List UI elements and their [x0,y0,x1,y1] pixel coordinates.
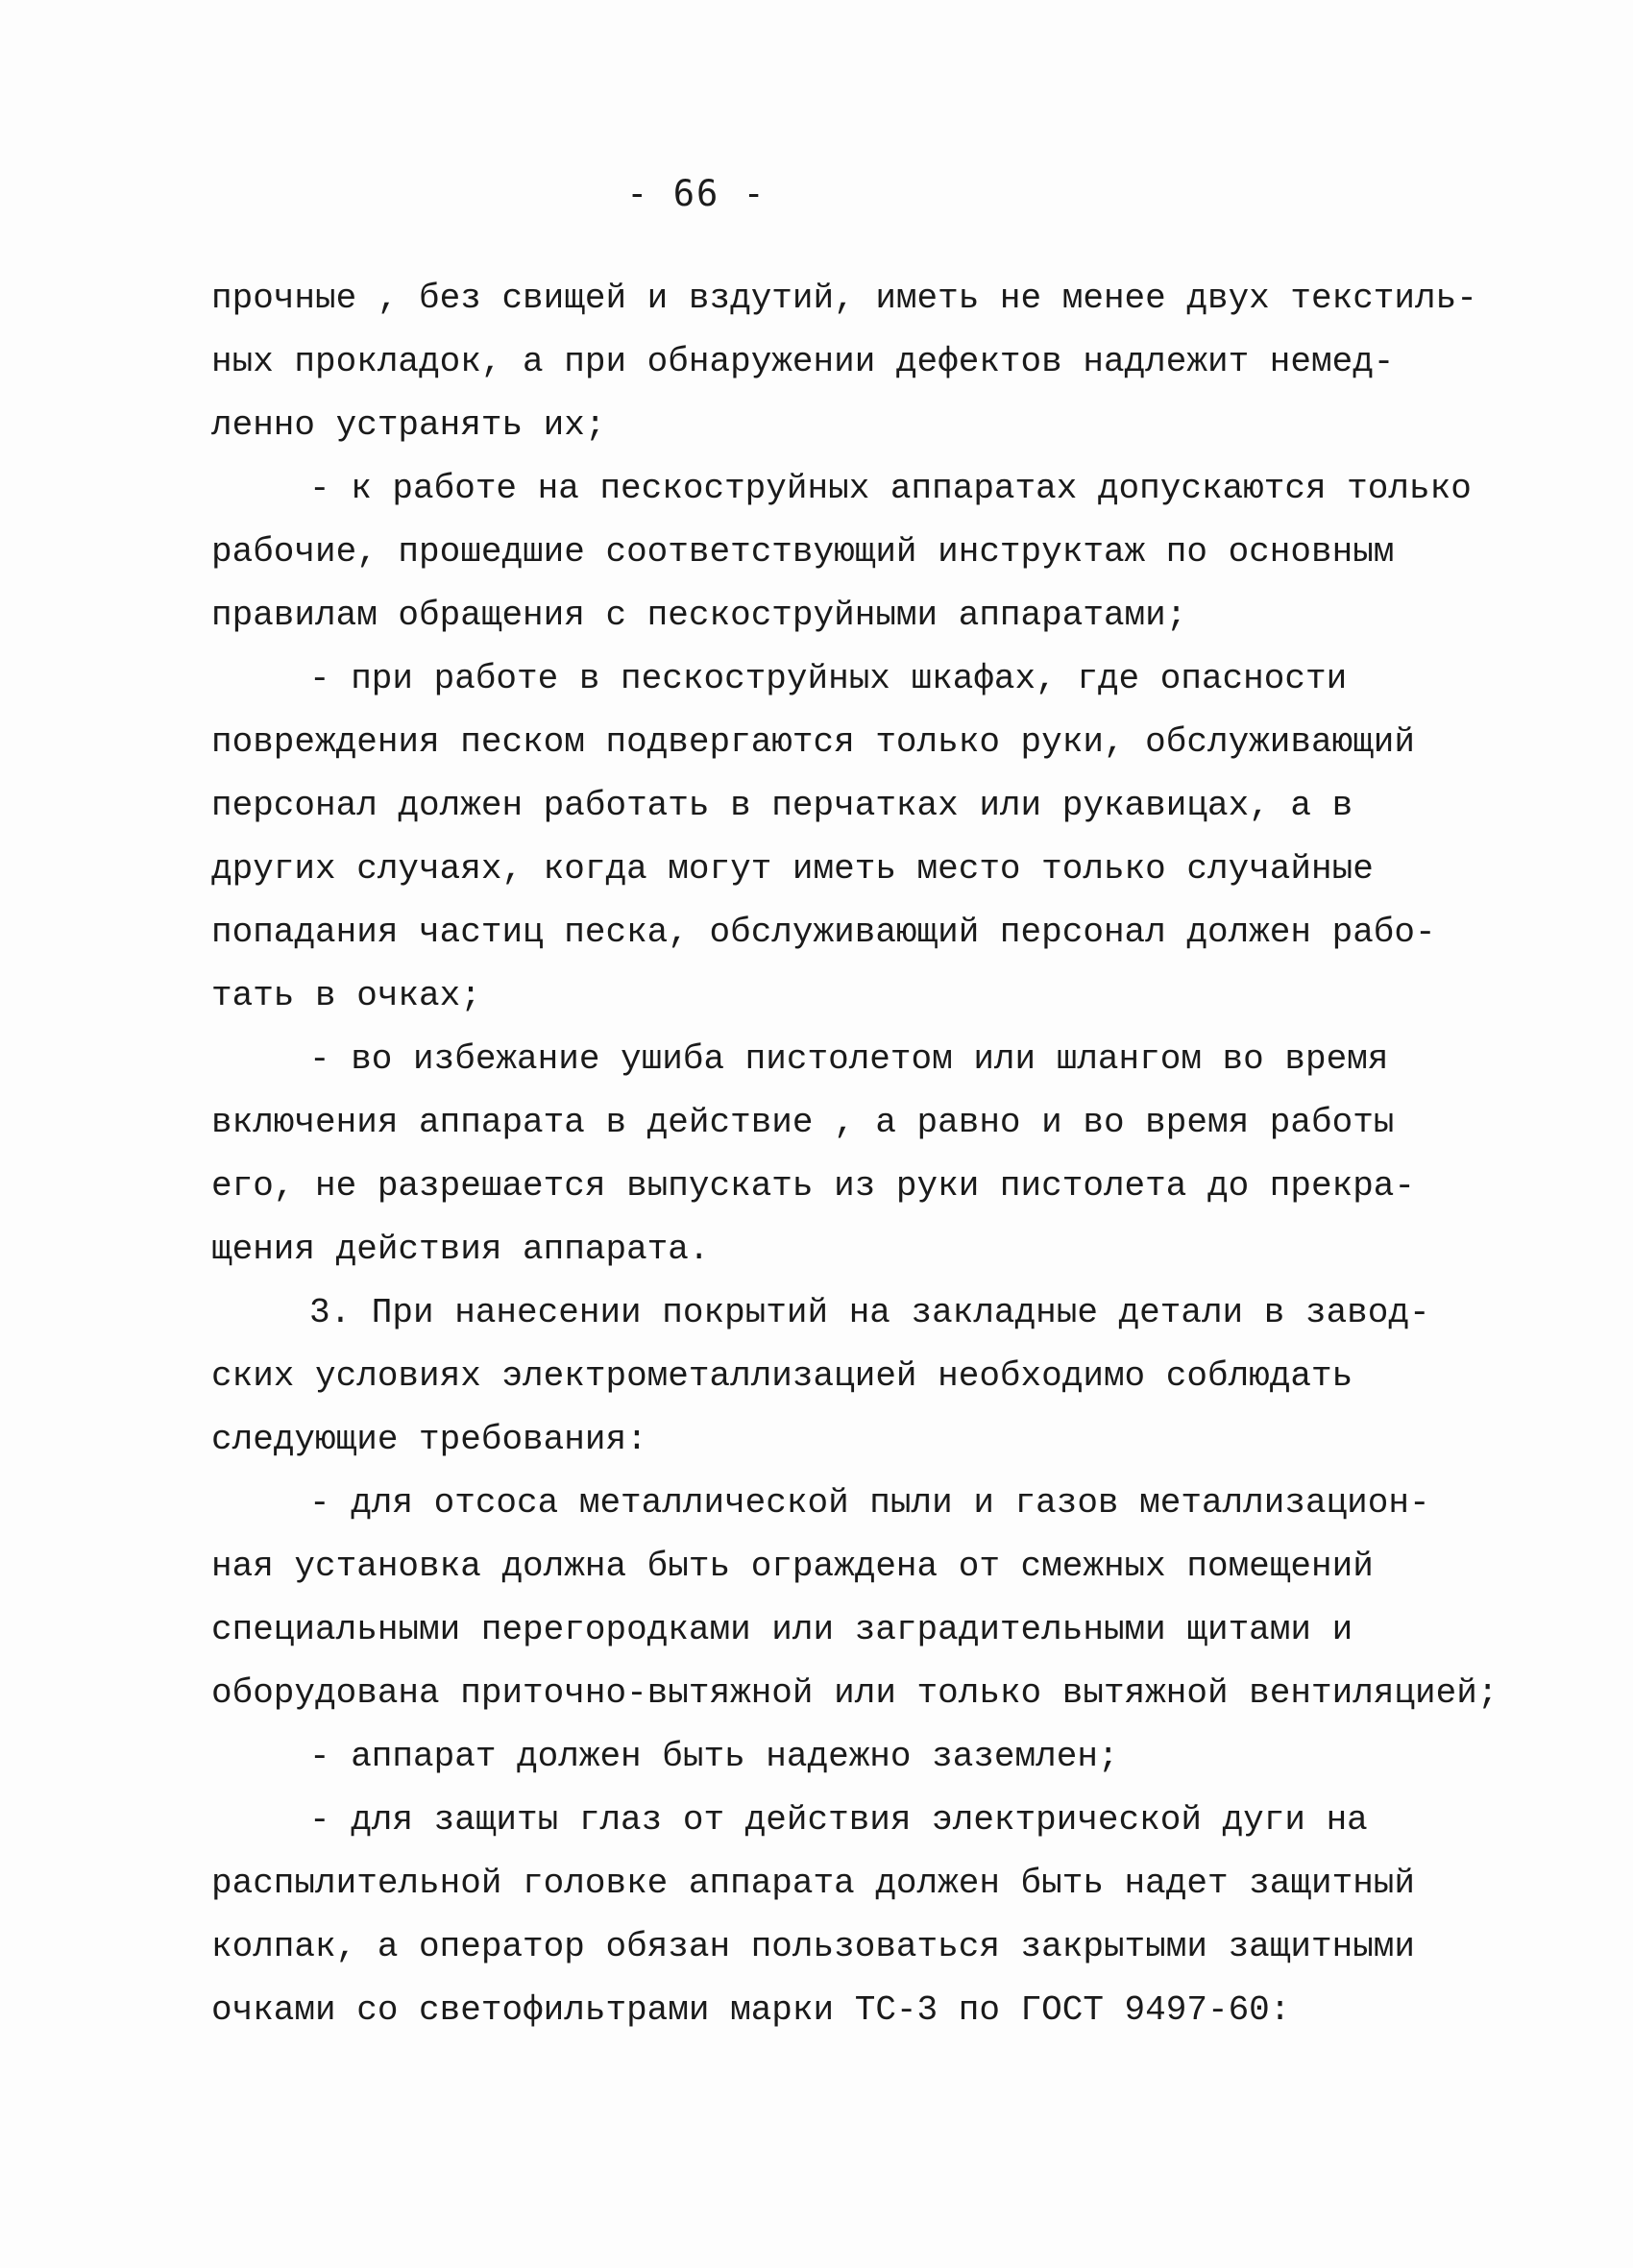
text-line: - при работе в пескоструйных шкафах, где опасности [309,659,1348,698]
text-line: - аппарат должен быть надежно заземлен; [309,1737,1119,1776]
text-line: - для отсоса металлической пыли и газов металлизацион- [309,1483,1430,1523]
text-line: правилам обращения с пескоструйными аппаратами; [211,596,1187,635]
text-line: тать в очках; [211,976,481,1015]
text-line: следующие требования: [211,1420,647,1459]
text-line: - к работе на пескоструйных аппаратах допускаются только [309,469,1472,508]
text-line: прочные , без свищей и вздутий, иметь не менее двух текстиль- [211,279,1477,318]
text-line: персонал должен работать в перчатках или рукавицах, а в [211,786,1353,825]
text-line: ная установка должна быть ограждена от смежных помещений [211,1547,1374,1586]
text-line: включения аппарата в действие , а равно и во время работы [211,1103,1395,1142]
text-line: распылительной головке аппарата должен быть надет защитный [211,1864,1416,1903]
text-line: ских условиях электрометаллизацией необходимо соблюдать [211,1356,1353,1396]
page-number: - 66 - [626,173,767,214]
text-line: щения действия аппарата. [211,1230,710,1269]
text-line: 3. При нанесении покрытий на закладные детали в завод- [309,1293,1430,1332]
text-line: очками со светофильтрами марки ТС-3 по ГОСТ 9497-60: [211,1990,1291,2030]
text-line: - во избежание ушиба пистолетом или шлангом во время [309,1039,1389,1079]
body-text [211,267,1499,2042]
text-line: ных прокладок, а при обнаружении дефектов надлежит немед- [211,342,1395,381]
text-line: - для защиты глаз от действия электрической дуги на [309,1800,1368,1840]
text-line: попадания частиц песка, обслуживающий персонал должен рабо- [211,913,1436,952]
text-line: рабочие, прошедшие соответствующий инструктаж по основным [211,532,1395,572]
text-line: повреждения песком подвергаются только руки, обслуживающий [211,722,1416,762]
text-line: колпак, а оператор обязан пользоваться закрытыми защитными [211,1927,1416,1966]
text-line: его, не разрешается выпускать из руки пистолета до прекра- [211,1166,1416,1206]
text-line: специальными перегородками или заградительными щитами и [211,1610,1353,1649]
text-line: оборудована приточно-вытяжной или только вытяжной вентиляцией; [211,1673,1499,1713]
text-line: других случаях, когда могут иметь место только случайные [211,849,1374,889]
text-line: ленно устранять их; [211,405,606,445]
